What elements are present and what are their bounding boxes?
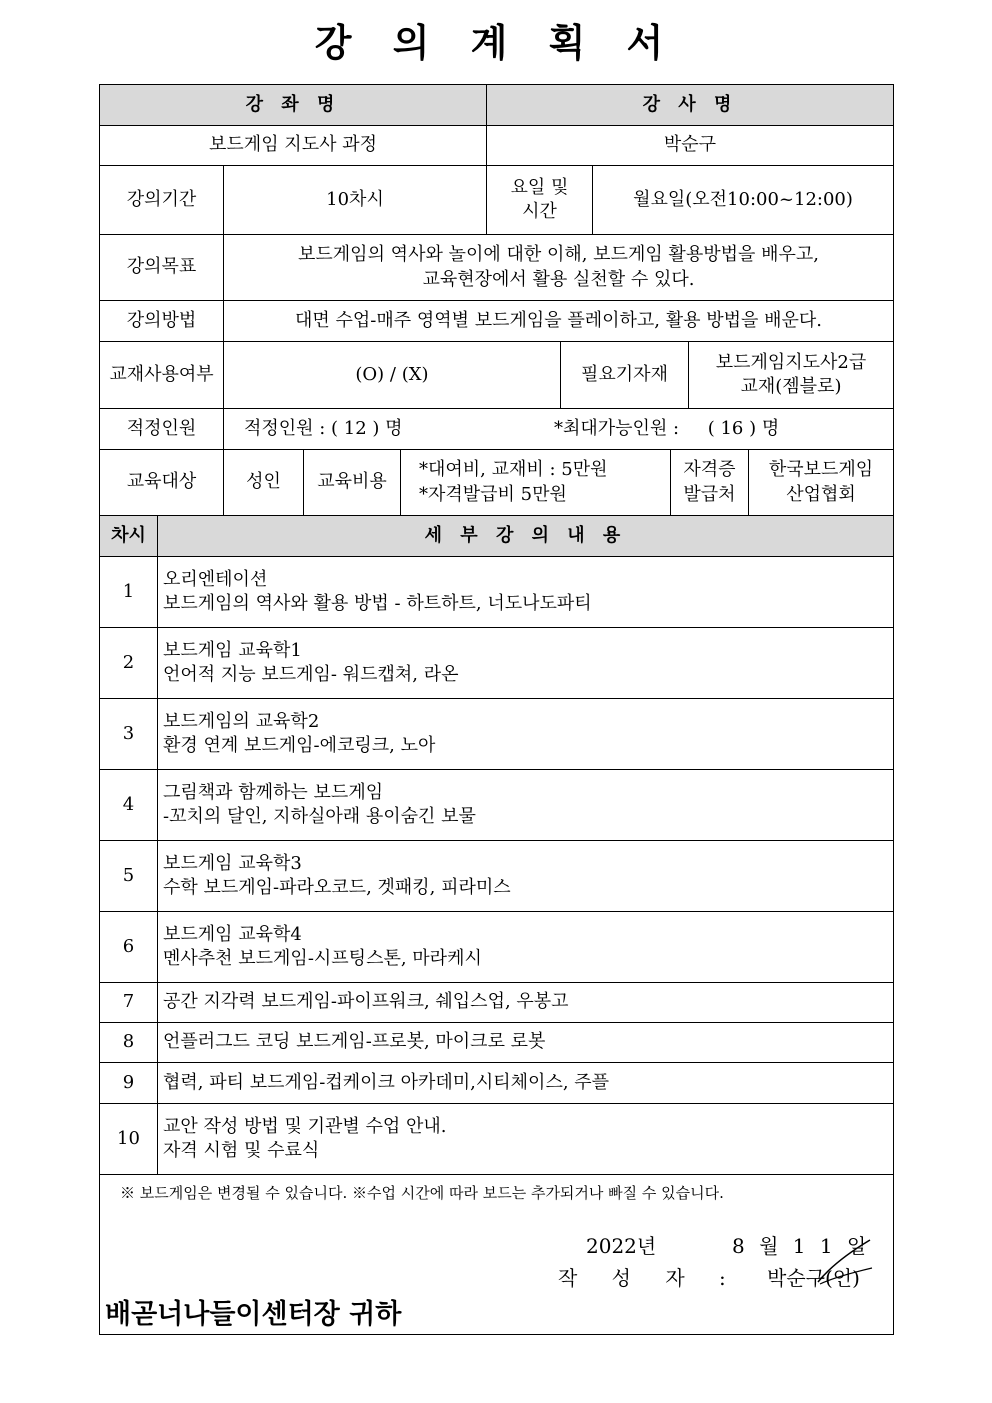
document-title: 강 의 계 획 서 — [314, 21, 678, 65]
issuer-value — [748, 449, 894, 516]
session-detail: 수학 보드게임-파라오코드, 겟패킹, 피라미스 — [163, 877, 511, 898]
cost-label: 교육비용 — [303, 449, 401, 516]
cost-line2: *자격발급비 5만원 — [419, 483, 567, 505]
period-label: 강의기간 — [99, 165, 224, 235]
session-title: 그림책과 함께하는 보드게임 — [163, 781, 384, 803]
cost-line1: *대여비, 교재비 : 5만원 — [419, 459, 608, 481]
session-number: 7 — [99, 982, 158, 1023]
session-number: 4 — [99, 769, 158, 841]
date-year: 2022년 — [586, 1234, 657, 1258]
session-title: 보드게임 교육학4 — [163, 923, 302, 945]
session-title: 오리엔테이션 — [163, 568, 268, 590]
session-content: 공간 지각력 보드게임-파이프워크, 쉐입스업, 우봉고 — [157, 982, 894, 1023]
session-number: 6 — [99, 911, 158, 983]
proper-capacity: 적정인원 : ( 12 ) 명 — [244, 417, 403, 439]
goal-value — [223, 234, 894, 301]
equipment-label: 필요기자재 — [560, 341, 689, 409]
day-time-label-line1: 요일 및 — [510, 176, 569, 198]
session-number: 10 — [99, 1103, 158, 1175]
session-number: 5 — [99, 840, 158, 912]
issuer-label — [670, 449, 749, 516]
max-capacity: *최대가능인원 : ( 16 ) 명 — [554, 417, 780, 439]
session-title: 교안 작성 방법 및 기관별 수업 안내. — [163, 1115, 447, 1137]
session-content — [157, 769, 894, 841]
capacity-value — [223, 408, 894, 450]
session-number: 8 — [99, 1022, 158, 1063]
instructor-header: 강 사 명 — [486, 84, 894, 126]
course-name-value: 보드게임 지도사 과정 — [99, 125, 487, 166]
session-content — [157, 627, 894, 699]
period-value: 10차시 — [223, 165, 487, 235]
day-time-value: 월요일(오전10:00~12:00) — [592, 165, 894, 235]
session-header: 차시 — [99, 515, 158, 557]
goal-line2: 교육현장에서 활용 실천할 수 있다. — [422, 268, 695, 290]
session-detail: 멘사추천 보드게임-시프팅스톤, 마라케시 — [163, 948, 482, 969]
issuer-line2: 산업협회 — [786, 483, 856, 505]
addressee: 배곧너나들이센터장 귀하 — [105, 1299, 402, 1330]
session-number: 9 — [99, 1062, 158, 1104]
session-detail: -꼬치의 달인, 지하실아래 용이숨긴 보물 — [163, 806, 476, 827]
session-content — [157, 556, 894, 628]
session-content — [157, 840, 894, 912]
method-label: 강의방법 — [99, 300, 224, 342]
footnote: ※ 보드게임은 변경될 수 있습니다. ※수업 시간에 따라 보드는 추가되거나 빠질 수 있습니다. — [120, 1184, 724, 1202]
session-content — [157, 1103, 894, 1175]
session-title: 보드게임의 교육학2 — [163, 710, 320, 732]
date-month-day: 8 월 1 1 일 — [732, 1234, 871, 1258]
cost-value — [400, 449, 671, 516]
writer-name: 박순구(인) — [767, 1266, 860, 1290]
session-content: 언플러그드 코딩 보드게임-프로봇, 마이크로 로봇 — [157, 1022, 894, 1063]
goal-line1: 보드게임의 역사와 놀이에 대한 이해, 보드게임 활용방법을 배우고, — [298, 244, 819, 266]
signature-mark — [810, 1232, 880, 1292]
detail-content-header: 세 부 강 의 내 용 — [157, 515, 894, 557]
day-time-label-line2: 시간 — [522, 201, 557, 222]
target-value: 성인 — [223, 449, 304, 516]
session-number: 3 — [99, 698, 158, 770]
issuer-line1: 한국보드게임 — [768, 459, 874, 481]
session-number: 1 — [99, 556, 158, 628]
session-content: 협력, 파티 보드게임-컵케이크 아카데미,시티체이스, 주플 — [157, 1062, 894, 1104]
session-number: 2 — [99, 627, 158, 699]
target-label: 교육대상 — [99, 449, 224, 516]
session-detail: 언어적 지능 보드게임- 워드캡쳐, 라온 — [163, 664, 459, 685]
equipment-value — [688, 341, 894, 409]
session-title: 보드게임 교육학3 — [163, 852, 302, 874]
issuer-label-line2: 발급처 — [683, 483, 736, 505]
writer-label: 작 성 자 : — [558, 1266, 740, 1290]
equipment-line2: 교재(젬블로) — [740, 376, 842, 397]
textbook-value: (O) / (X) — [223, 341, 561, 409]
textbook-label: 교재사용여부 — [99, 341, 224, 409]
capacity-label: 적정인원 — [99, 408, 224, 450]
instructor-value: 박순구 — [486, 125, 894, 166]
day-time-label — [486, 165, 593, 235]
issuer-label-line1: 자격증 — [683, 459, 736, 481]
session-content — [157, 911, 894, 983]
course-name-header: 강 좌 명 — [99, 84, 487, 126]
method-value: 대면 수업-매주 영역별 보드게임을 플레이하고, 활용 방법을 배운다. — [223, 300, 894, 342]
session-title: 보드게임 교육학1 — [163, 639, 302, 661]
goal-label: 강의목표 — [99, 234, 224, 301]
session-content — [157, 698, 894, 770]
session-detail: 환경 연계 보드게임-에코링크, 노아 — [163, 735, 436, 756]
session-detail: 보드게임의 역사와 활용 방법 - 하트하트, 너도나도파티 — [163, 593, 592, 614]
session-detail: 자격 시험 및 수료식 — [163, 1140, 320, 1161]
equipment-line1: 보드게임지도사2급 — [715, 351, 867, 373]
